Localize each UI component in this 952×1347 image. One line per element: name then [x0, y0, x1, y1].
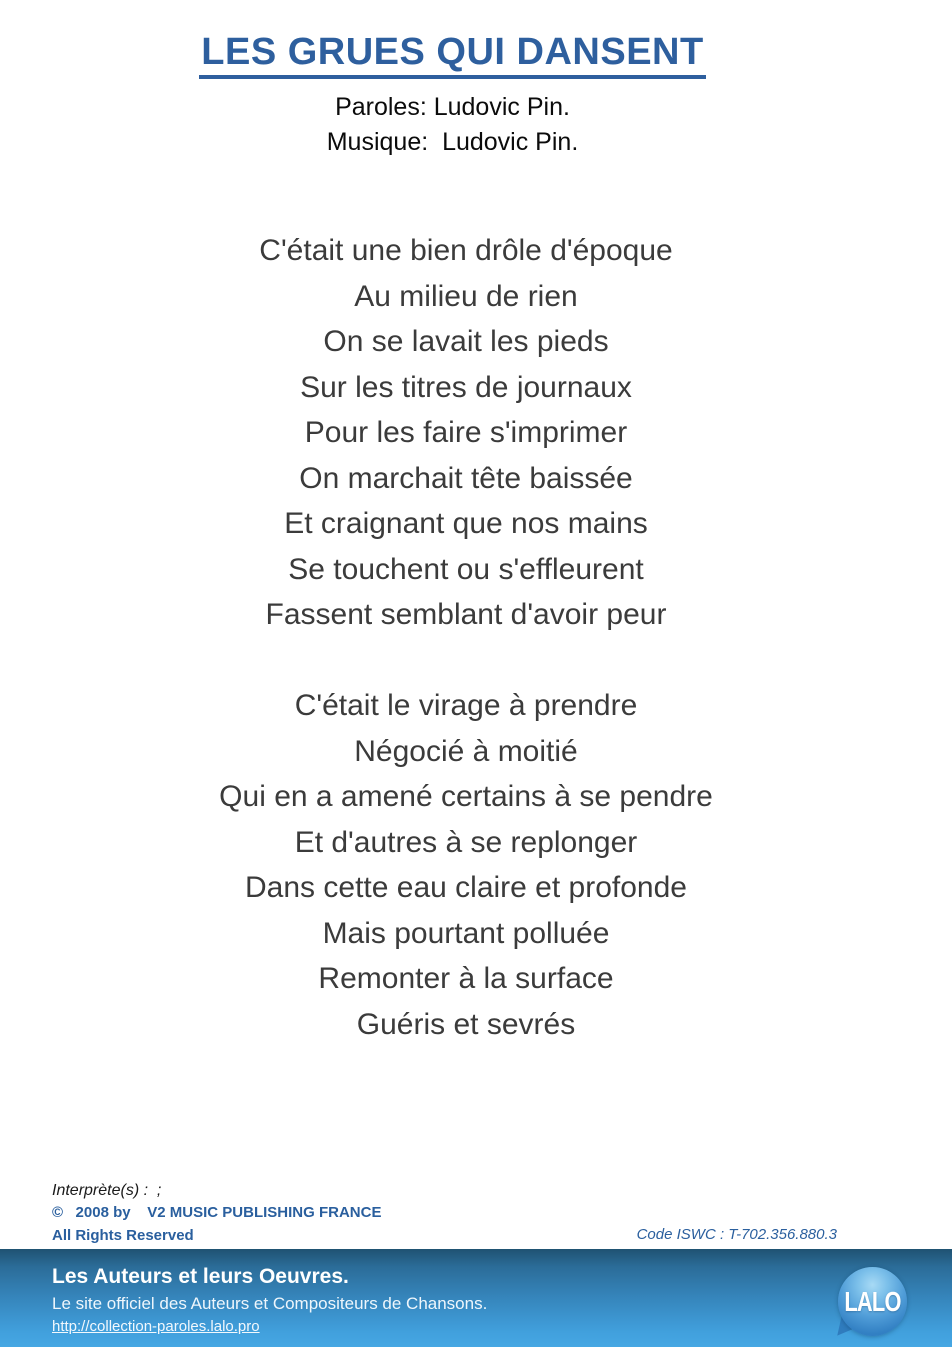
- lyric-line: Et d'autres à se replonger: [294, 825, 638, 859]
- lyric-line: Mais pourtant polluée: [322, 916, 610, 950]
- site-subtitle: Le site officiel des Auteurs et Compositeurs de Chansons.: [52, 1294, 488, 1313]
- copyright-line: © 2008 by V2 MUSIC PUBLISHING FRANCE: [52, 1204, 382, 1221]
- lyric-line: Remonter à la surface: [318, 962, 614, 995]
- rights-reserved-line: All Rights Reserved: [52, 1227, 194, 1244]
- site-footer-bar: [0, 1249, 952, 1347]
- lyric-line: Dans cette eau claire et profonde: [245, 871, 687, 904]
- lyric-line: Se touchent ou s'effleurent: [288, 552, 644, 586]
- site-footer-text: [52, 1264, 487, 1336]
- credit-musique: Musique: Ludovic Pin.: [326, 128, 579, 156]
- lyric-line: Fassent semblant d'avoir peur: [265, 598, 667, 631]
- lyric-line: Et craignant que nos mains: [284, 507, 648, 540]
- credit-paroles: Paroles: Ludovic Pin.: [335, 93, 570, 121]
- lyrics-body: [0, 228, 932, 1047]
- lyric-line: Négocié à moitié: [354, 734, 578, 768]
- lyric-line: C'était le virage à prendre: [294, 689, 638, 722]
- lyric-line: Au milieu de rien: [354, 279, 578, 313]
- header: [0, 30, 905, 160]
- lalo-logo: [838, 1267, 907, 1336]
- page-title: LES GRUES QUI DANSENT: [199, 30, 705, 79]
- lyric-line: Pour les faire s'imprimer: [304, 416, 628, 449]
- lyric-line: Qui en a amené certains à se pendre: [219, 780, 713, 813]
- lyric-line: Guéris et sevrés: [356, 1007, 576, 1041]
- interpretes-line: Interprète(s) : ;: [52, 1182, 162, 1199]
- lalo-logo-text: LALO: [844, 1285, 901, 1317]
- lyric-line: C'était une bien drôle d'époque: [259, 234, 673, 267]
- site-title: Les Auteurs et leurs Oeuvres.: [52, 1265, 349, 1288]
- verse-1: [0, 228, 932, 638]
- site-url-link[interactable]: http://collection-paroles.lalo.pro: [52, 1318, 260, 1335]
- iswc-code: Code ISWC : T-702.356.880.3: [636, 1226, 837, 1243]
- lyric-line: Sur les titres de journaux: [300, 370, 632, 404]
- verse-2: [0, 683, 932, 1047]
- lyric-line: On marchait tête baissée: [299, 461, 633, 495]
- lyric-line: On se lavait les pieds: [323, 325, 609, 358]
